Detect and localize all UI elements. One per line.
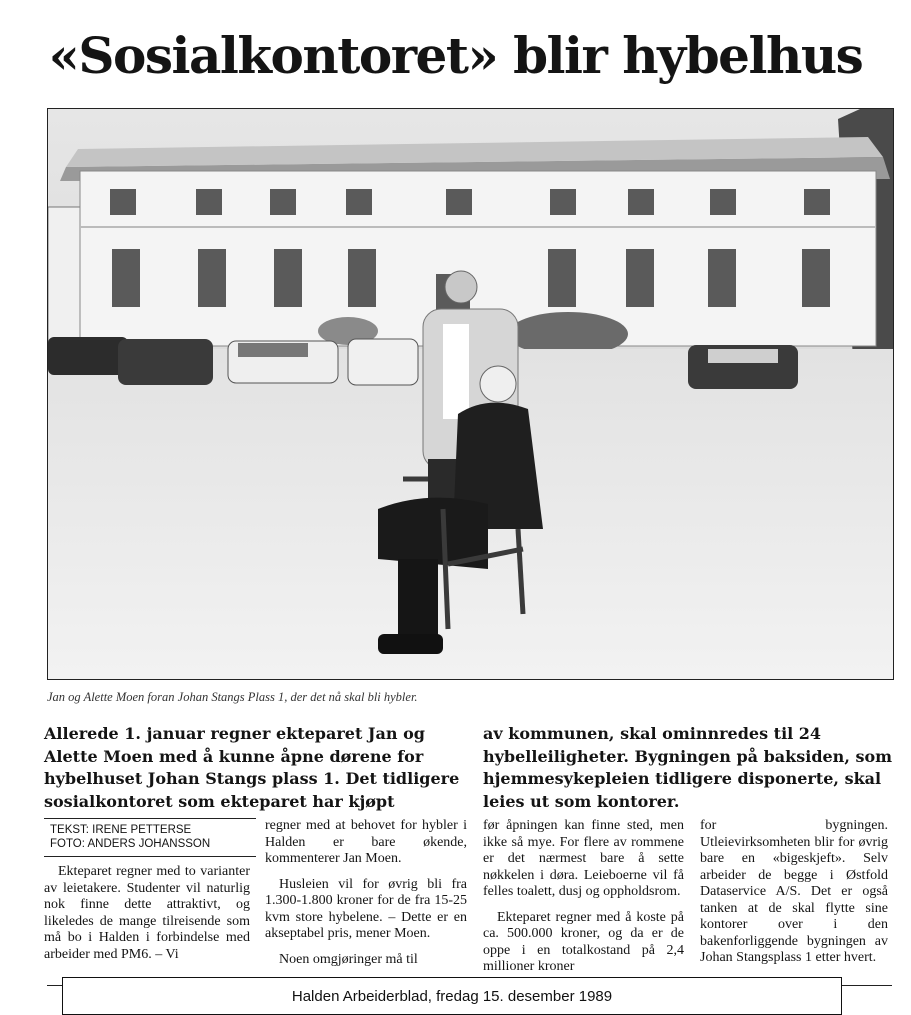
paragraph: regner med at behovet for hybler i Halden er bare økende, kommenterer Jan Moen. (265, 818, 467, 866)
lead-paragraph-part-2: av kommunen, skal ominnredes til 24 hybelleiligheter. Bygningen på baksiden, som hjemmesykepleien tidligere disponerte, skal leies ut som kontorer. (483, 724, 893, 811)
byline (44, 818, 256, 857)
text-credit: TEKST: IRENE PETTERSE (50, 824, 192, 836)
source-label: Halden Arbeiderblad, fredag 15. desember 1989 (62, 977, 842, 1015)
lead-paragraph-part-1: Allerede 1. januar regner ekteparet Jan og Alette Moen med å kunne åpne dørene for hybelhuset Johan Stangs plass 1. Det tidligere sosialkontoret som ekteparet har kjøpt (44, 724, 460, 811)
body-column-1 (44, 864, 250, 963)
building-photo-icon (48, 109, 893, 679)
paragraph: før åpningen kan finne sted, men ikke så mye. For flere av rommene er det nærmest bare å sette nøkkelen i døra. Leieboerne vil få felles toalett, dusj og oppholdsrom. (483, 818, 684, 899)
photo-caption: Jan og Alette Moen foran Johan Stangs Plass 1, der det nå skal bli hybler. (47, 690, 418, 704)
paragraph: Husleien vil for øvrig bli fra 1.300-1.800 kroner for de fra 15-25 kvm store hybelene. – Dette er en akseptabel pris, mener Moen. (265, 876, 467, 941)
body-column-3 (483, 818, 684, 976)
photo-credit: FOTO: ANDERS JOHANSSON (50, 838, 211, 850)
headline: «Sosialkontoret» blir hybelhus (48, 26, 863, 85)
news-photo (47, 108, 894, 680)
paragraph: Ekteparet regner med å koste på ca. 500.000 kroner, og da er de oppe i en totalkostand på 2,4 millioner kroner (483, 909, 684, 974)
paragraph: Noen omgjøringer må til (279, 951, 418, 967)
paragraph: for bygningen. Utleievirksomheten blir for øvrig bare en «bigeskjeft». Selv arbeider de begge i Østfold Dataservice A/S. Det er også tanken at de skal flytte sine kontorer over i den bakenforliggende bygningen av Johan Stangsplass 1 etter hvert. (700, 818, 888, 965)
body-column-4 (700, 818, 888, 967)
body-column-2 (265, 818, 467, 968)
paragraph: Ekteparet regner med to varianter av leietakere. Studenter vil naturlig nok finne dette attraktivt, og likeledes de mange tilreisende som må bo i Halden i forbindelse med arbeider med PM6. – Vi (44, 864, 250, 962)
